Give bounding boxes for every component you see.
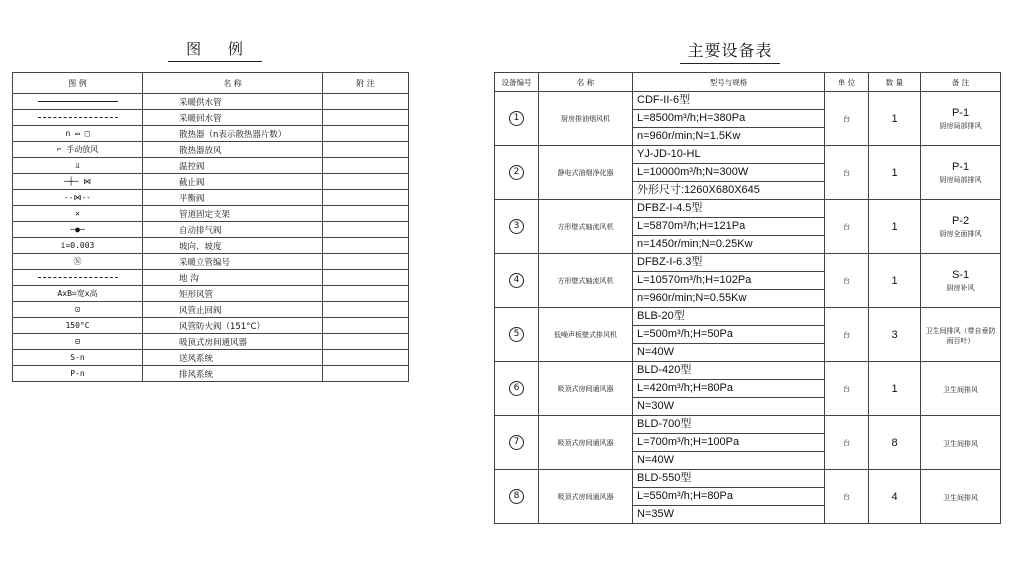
legend-symbol-cell <box>13 366 143 382</box>
equipment-unit: 台 <box>825 146 869 200</box>
equipment-spec <box>633 416 825 470</box>
equipment-unit: 台 <box>825 308 869 362</box>
equipment-qty: 1 <box>869 200 921 254</box>
equipment-qty: 1 <box>869 362 921 416</box>
legend-name: 管道固定支架 <box>143 206 323 222</box>
legend-symbol-cell <box>13 350 143 366</box>
equipment-spec <box>633 470 825 524</box>
spec-line: N=35W <box>637 508 674 520</box>
legend-note <box>323 174 409 190</box>
legend-header-row <box>13 73 409 94</box>
equipment-no: 7 <box>495 416 539 470</box>
dashed-pipe-symbol <box>38 277 118 278</box>
legend-symbol-cell <box>13 302 143 318</box>
equipment-unit: 台 <box>825 416 869 470</box>
legend-name: 自动排气阀 <box>143 222 323 238</box>
spec-line: L=10570m³/h;H=102Pa <box>633 272 824 290</box>
legend-symbol-cell <box>13 126 143 142</box>
legend-header-note: 附 注 <box>323 73 409 94</box>
legend-name: 散热器（n表示散热器片数） <box>143 126 323 142</box>
spec-line: L=420m³/h;H=80Pa <box>633 380 824 398</box>
equipment-note <box>921 470 1001 524</box>
supply-pipe-symbol <box>38 101 118 102</box>
equipment-name: 低噪声板壁式排风机 <box>539 308 633 362</box>
legend-name: 送风系统 <box>143 350 323 366</box>
equipment-header-name: 名 称 <box>539 73 633 92</box>
legend-symbol-cell <box>13 174 143 190</box>
equipment-note <box>921 92 1001 146</box>
legend-note <box>323 238 409 254</box>
note-text: 厨房局部排风 <box>939 121 982 130</box>
legend-symbol-cell <box>13 334 143 350</box>
equipment-qty: 1 <box>869 146 921 200</box>
spec-line: L=500m³/h;H=50Pa <box>633 326 824 344</box>
legend-row <box>13 174 409 190</box>
equipment-unit: 台 <box>825 200 869 254</box>
legend-symbol-cell <box>13 110 143 126</box>
legend-name: 风管防火阀（151°C） <box>143 318 323 334</box>
equipment-name: 吸顶式房间通风器 <box>539 416 633 470</box>
legend-note <box>323 94 409 110</box>
note-text: 厨房局部排风 <box>939 175 982 184</box>
legend-symbol-cell <box>13 222 143 238</box>
equipment-spec <box>633 92 825 146</box>
legend-symbol: --⋈-- <box>63 192 92 202</box>
legend-name: 风管止回阀 <box>143 302 323 318</box>
spec-line: L=5870m³/h;H=121Pa <box>633 218 824 236</box>
system-code: P-1 <box>951 106 970 119</box>
legend-symbol: S-n <box>70 352 85 362</box>
legend-note <box>323 318 409 334</box>
spec-line: n=960r/min;N=1.5Kw <box>637 130 741 142</box>
legend-header-symbol: 图 例 <box>13 73 143 94</box>
spec-line: N=30W <box>637 400 674 412</box>
system-code: P-1 <box>951 160 970 173</box>
legend-symbol-cell <box>13 94 143 110</box>
note-text: 卫生间排风 <box>943 493 978 502</box>
legend-note <box>323 126 409 142</box>
legend-row <box>13 94 409 110</box>
legend-row <box>13 110 409 126</box>
equipment-qty: 1 <box>869 254 921 308</box>
legend-name: 采暖回水管 <box>143 110 323 126</box>
legend-note <box>323 158 409 174</box>
legend-note <box>323 350 409 366</box>
equipment-unit: 台 <box>825 92 869 146</box>
equipment-table <box>494 72 1001 524</box>
legend-symbol: ⫫ <box>75 160 80 170</box>
legend-row <box>13 238 409 254</box>
legend-note <box>323 286 409 302</box>
legend-note <box>323 142 409 158</box>
equipment-spec <box>633 146 825 200</box>
legend-name: 平衡阀 <box>143 190 323 206</box>
equipment-note <box>921 308 1001 362</box>
spec-line: 外形尺寸:1260X680X645 <box>637 184 760 196</box>
legend-name: 散热器放风 <box>143 142 323 158</box>
legend-note <box>323 222 409 238</box>
equipment-note <box>921 362 1001 416</box>
equipment-no: 4 <box>495 254 539 308</box>
legend-row <box>13 286 409 302</box>
legend-symbol: ─●─ <box>70 224 85 234</box>
equipment-name: 厨房排油烟风机 <box>539 92 633 146</box>
equipment-spec <box>633 362 825 416</box>
legend-symbol: ─┼─ ⋈ <box>63 176 92 186</box>
spec-line: L=550m³/h;H=80Pa <box>633 488 824 506</box>
legend-row <box>13 270 409 286</box>
equipment-unit: 台 <box>825 470 869 524</box>
equipment-note <box>921 416 1001 470</box>
equipment-name: 吸顶式房间通风器 <box>539 362 633 416</box>
equipment-qty: 4 <box>869 470 921 524</box>
equipment-note <box>921 200 1001 254</box>
legend-row <box>13 206 409 222</box>
legend-symbol-cell <box>13 238 143 254</box>
equipment-row <box>495 92 1001 146</box>
legend-name: 采暖供水管 <box>143 94 323 110</box>
legend-row <box>13 318 409 334</box>
legend-note <box>323 190 409 206</box>
legend-name: 坡向、坡度 <box>143 238 323 254</box>
spec-line: BLD-700型 <box>633 416 824 434</box>
legend-symbol: n ▭ □ <box>65 128 90 138</box>
equipment-note <box>921 254 1001 308</box>
legend-header-name: 名 称 <box>143 73 323 94</box>
legend-symbol: P-n <box>70 368 85 378</box>
spec-line: DFBZ-I-4.5型 <box>633 200 824 218</box>
dashed-pipe-symbol <box>38 117 118 118</box>
legend-note <box>323 254 409 270</box>
note-text: 卫生间排风（带自垂防雨百叶） <box>925 326 996 345</box>
equipment-header-spec: 型号与规格 <box>633 73 825 92</box>
legend-name: 截止阀 <box>143 174 323 190</box>
legend-symbol: i=0.003 <box>60 240 95 250</box>
spec-line: n=1450r/min;N=0.25Kw <box>637 238 753 250</box>
legend-note <box>323 334 409 350</box>
equipment-unit: 台 <box>825 362 869 416</box>
spec-line: BLB-20型 <box>633 308 824 326</box>
legend-symbol: 150°C <box>65 320 90 330</box>
legend-row <box>13 222 409 238</box>
spec-line: L=700m³/h;H=100Pa <box>633 434 824 452</box>
legend-note <box>323 366 409 382</box>
legend-name: 温控阀 <box>143 158 323 174</box>
system-code: S-1 <box>951 268 970 281</box>
spec-line: N=40W <box>637 346 674 358</box>
legend-body <box>13 94 409 382</box>
equipment-title: 主要设备表 <box>680 38 780 64</box>
equipment-body <box>495 92 1001 524</box>
equipment-row <box>495 146 1001 200</box>
equipment-spec <box>633 254 825 308</box>
equipment-header-note: 备 注 <box>921 73 1001 92</box>
equipment-no: 6 <box>495 362 539 416</box>
equipment-header-no: 设备编号 <box>495 73 539 92</box>
equipment-spec <box>633 200 825 254</box>
equipment-note <box>921 146 1001 200</box>
legend-row <box>13 334 409 350</box>
equipment-name: 吸顶式房间通风器 <box>539 470 633 524</box>
spec-line: L=10000m³/h;N=300W <box>633 164 824 182</box>
legend-symbol: ⊟ <box>75 336 80 346</box>
legend-symbol: AxB=宽x高 <box>57 289 98 298</box>
legend-symbol: ✕ <box>75 208 80 218</box>
note-text: 卫生间排风 <box>943 385 978 394</box>
note-text: 厨房补风 <box>946 283 975 292</box>
legend-title: 图 例 <box>168 38 262 62</box>
legend-name: 排风系统 <box>143 366 323 382</box>
spec-line: BLD-420型 <box>633 362 824 380</box>
equipment-row <box>495 308 1001 362</box>
equipment-header-unit: 单 位 <box>825 73 869 92</box>
legend-row <box>13 302 409 318</box>
note-text: 厨房全面排风 <box>939 229 982 238</box>
legend-note <box>323 206 409 222</box>
legend-row <box>13 366 409 382</box>
legend-symbol-cell <box>13 286 143 302</box>
legend-symbol: ⌐ 手动放风 <box>56 145 99 154</box>
legend-note <box>323 302 409 318</box>
spec-line: BLD-550型 <box>633 470 824 488</box>
legend-symbol-cell <box>13 270 143 286</box>
equipment-header-row <box>495 73 1001 92</box>
legend-row <box>13 350 409 366</box>
equipment-unit: 台 <box>825 254 869 308</box>
equipment-no: 3 <box>495 200 539 254</box>
spec-line: DFBZ-I-6.3型 <box>633 254 824 272</box>
equipment-name: 方形壁式轴流风机 <box>539 254 633 308</box>
equipment-no: 2 <box>495 146 539 200</box>
spec-line: L=8500m³/h;H=380Pa <box>633 110 824 128</box>
legend-row <box>13 254 409 270</box>
legend-symbol-cell <box>13 206 143 222</box>
equipment-spec <box>633 308 825 362</box>
spec-line: YJ-JD-10-HL <box>633 146 824 164</box>
legend-symbol-cell <box>13 158 143 174</box>
legend-symbol-cell <box>13 142 143 158</box>
legend-table <box>12 72 409 382</box>
equipment-qty: 3 <box>869 308 921 362</box>
legend-symbol-cell <box>13 254 143 270</box>
equipment-row <box>495 416 1001 470</box>
equipment-no: 1 <box>495 92 539 146</box>
spec-line: CDF-II-6型 <box>633 92 824 110</box>
equipment-qty: 8 <box>869 416 921 470</box>
equipment-qty: 1 <box>869 92 921 146</box>
equipment-no: 8 <box>495 470 539 524</box>
system-code: P-2 <box>951 214 970 227</box>
legend-symbol-cell <box>13 318 143 334</box>
legend-row <box>13 190 409 206</box>
legend-symbol: Ⓝ <box>73 257 82 266</box>
equipment-row <box>495 254 1001 308</box>
spec-line: n=960r/min;N=0.55Kw <box>637 292 747 304</box>
equipment-row <box>495 470 1001 524</box>
note-text: 卫生间排风 <box>943 439 978 448</box>
legend-name: 吸顶式房间通风器 <box>143 334 323 350</box>
legend-name: 地 沟 <box>143 270 323 286</box>
legend-row <box>13 126 409 142</box>
legend-symbol: ⊡ <box>75 304 80 314</box>
spec-line: N=40W <box>637 454 674 466</box>
equipment-header-qty: 数 量 <box>869 73 921 92</box>
equipment-name: 静电式油烟净化器 <box>539 146 633 200</box>
equipment-no: 5 <box>495 308 539 362</box>
legend-row <box>13 142 409 158</box>
equipment-row <box>495 362 1001 416</box>
equipment-name: 方形壁式轴流风机 <box>539 200 633 254</box>
legend-note <box>323 110 409 126</box>
legend-name: 采暖立管编号 <box>143 254 323 270</box>
equipment-row <box>495 200 1001 254</box>
legend-note <box>323 270 409 286</box>
legend-row <box>13 158 409 174</box>
legend-symbol-cell <box>13 190 143 206</box>
legend-name: 矩形风管 <box>143 286 323 302</box>
